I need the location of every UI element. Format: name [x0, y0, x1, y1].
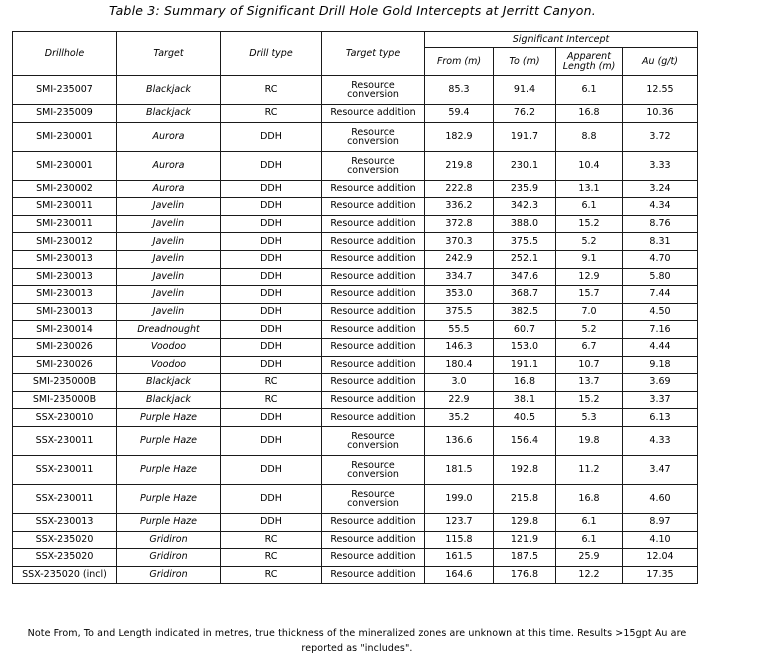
- to-cell: 38.1: [494, 391, 556, 409]
- drill-type-cell: RC: [221, 531, 322, 549]
- drillhole-cell: SSX-230010: [13, 409, 117, 427]
- length-cell: 6.1: [556, 513, 623, 531]
- drillhole-cell: SMI-230013: [13, 303, 117, 321]
- target-cell: Purple Haze: [117, 513, 221, 531]
- drillhole-cell: SSX-230013: [13, 513, 117, 531]
- drillhole-cell: SSX-235020: [13, 549, 117, 567]
- au-cell: 3.47: [623, 455, 698, 484]
- header-significant-intercept: Significant Intercept: [425, 32, 698, 48]
- to-cell: 176.8: [494, 566, 556, 584]
- table-row: [13, 105, 698, 123]
- target-type-cell: Resource addition: [322, 321, 425, 339]
- drill-type-cell: RC: [221, 566, 322, 584]
- target-type-cell: Resource addition: [322, 105, 425, 123]
- from-cell: 55.5: [425, 321, 494, 339]
- length-cell: 15.2: [556, 215, 623, 233]
- length-cell: 9.1: [556, 250, 623, 268]
- target-cell: Purple Haze: [117, 409, 221, 427]
- length-cell: 5.2: [556, 233, 623, 251]
- header-au: Au (g/t): [623, 48, 698, 76]
- table-row: [13, 374, 698, 392]
- to-cell: 230.1: [494, 151, 556, 180]
- length-cell: 10.7: [556, 356, 623, 374]
- target-cell: Aurora: [117, 151, 221, 180]
- length-cell: 10.4: [556, 151, 623, 180]
- drillhole-cell: SSX-230011: [13, 455, 117, 484]
- target-type-cell: Resource addition: [322, 268, 425, 286]
- target-cell: Aurora: [117, 180, 221, 198]
- table-row: [13, 198, 698, 216]
- target-type-cell: Resource conversion: [322, 122, 425, 151]
- au-cell: 3.69: [623, 374, 698, 392]
- to-cell: 60.7: [494, 321, 556, 339]
- to-cell: 153.0: [494, 338, 556, 356]
- table-row: [13, 455, 698, 484]
- from-cell: 370.3: [425, 233, 494, 251]
- drill-type-cell: RC: [221, 76, 322, 105]
- drill-type-cell: DDH: [221, 321, 322, 339]
- table-row: [13, 391, 698, 409]
- target-type-cell: Resource addition: [322, 338, 425, 356]
- length-cell: 25.9: [556, 549, 623, 567]
- au-cell: 8.31: [623, 233, 698, 251]
- drillhole-cell: SMI-235007: [13, 76, 117, 105]
- target-cell: Javelin: [117, 303, 221, 321]
- to-cell: 76.2: [494, 105, 556, 123]
- drill-type-cell: DDH: [221, 122, 322, 151]
- from-cell: 372.8: [425, 215, 494, 233]
- length-cell: 6.1: [556, 531, 623, 549]
- from-cell: 115.8: [425, 531, 494, 549]
- drillhole-cell: SMI-235000B: [13, 374, 117, 392]
- table-row: [13, 268, 698, 286]
- from-cell: 136.6: [425, 426, 494, 455]
- drill-type-cell: DDH: [221, 409, 322, 427]
- length-cell: 16.8: [556, 105, 623, 123]
- drill-type-cell: RC: [221, 391, 322, 409]
- drill-type-cell: RC: [221, 549, 322, 567]
- to-cell: 215.8: [494, 484, 556, 513]
- au-cell: 7.16: [623, 321, 698, 339]
- length-cell: 6.7: [556, 338, 623, 356]
- to-cell: 388.0: [494, 215, 556, 233]
- from-cell: 242.9: [425, 250, 494, 268]
- table-row: [13, 122, 698, 151]
- to-cell: 121.9: [494, 531, 556, 549]
- target-cell: Blackjack: [117, 391, 221, 409]
- target-type-cell: Resource addition: [322, 356, 425, 374]
- table-row: [13, 549, 698, 567]
- target-type-cell: Resource addition: [322, 531, 425, 549]
- to-cell: 191.1: [494, 356, 556, 374]
- target-cell: Blackjack: [117, 76, 221, 105]
- drill-type-cell: DDH: [221, 180, 322, 198]
- target-cell: Javelin: [117, 215, 221, 233]
- length-cell: 15.7: [556, 286, 623, 304]
- to-cell: 40.5: [494, 409, 556, 427]
- to-cell: 252.1: [494, 250, 556, 268]
- length-cell: 13.1: [556, 180, 623, 198]
- table-row: [13, 321, 698, 339]
- target-type-cell: Resource addition: [322, 286, 425, 304]
- target-cell: Dreadnought: [117, 321, 221, 339]
- header-drill-type: Drill type: [221, 32, 322, 76]
- header-to: To (m): [494, 48, 556, 76]
- from-cell: 146.3: [425, 338, 494, 356]
- target-type-cell: Resource conversion: [322, 426, 425, 455]
- drillhole-cell: SMI-230011: [13, 198, 117, 216]
- table-row: [13, 409, 698, 427]
- drill-type-cell: RC: [221, 105, 322, 123]
- drillhole-cell: SMI-230013: [13, 286, 117, 304]
- drill-intercepts-table: [12, 31, 698, 584]
- au-cell: 10.36: [623, 105, 698, 123]
- drill-type-cell: DDH: [221, 198, 322, 216]
- target-cell: Gridiron: [117, 531, 221, 549]
- length-cell: 19.8: [556, 426, 623, 455]
- drill-type-cell: DDH: [221, 250, 322, 268]
- drill-type-cell: DDH: [221, 338, 322, 356]
- target-cell: Purple Haze: [117, 484, 221, 513]
- drillhole-cell: SMI-235000B: [13, 391, 117, 409]
- target-type-cell: Resource addition: [322, 303, 425, 321]
- from-cell: 123.7: [425, 513, 494, 531]
- au-cell: 4.70: [623, 250, 698, 268]
- drill-type-cell: DDH: [221, 356, 322, 374]
- drill-type-cell: DDH: [221, 455, 322, 484]
- length-cell: 5.2: [556, 321, 623, 339]
- target-type-cell: Resource addition: [322, 549, 425, 567]
- to-cell: 191.7: [494, 122, 556, 151]
- target-type-cell: Resource addition: [322, 250, 425, 268]
- table-row: [13, 180, 698, 198]
- table-row: [13, 215, 698, 233]
- drill-type-cell: DDH: [221, 303, 322, 321]
- au-cell: 3.37: [623, 391, 698, 409]
- length-cell: 8.8: [556, 122, 623, 151]
- target-type-cell: Resource addition: [322, 198, 425, 216]
- table-row: [13, 338, 698, 356]
- drillhole-cell: SMI-230013: [13, 268, 117, 286]
- target-type-cell: Resource addition: [322, 233, 425, 251]
- table-row: [13, 303, 698, 321]
- target-cell: Voodoo: [117, 338, 221, 356]
- target-cell: Blackjack: [117, 374, 221, 392]
- target-cell: Gridiron: [117, 566, 221, 584]
- drillhole-cell: SMI-230026: [13, 338, 117, 356]
- au-cell: 17.35: [623, 566, 698, 584]
- from-cell: 181.5: [425, 455, 494, 484]
- drillhole-cell: SMI-230001: [13, 122, 117, 151]
- to-cell: 187.5: [494, 549, 556, 567]
- length-cell: 12.9: [556, 268, 623, 286]
- table-row: [13, 233, 698, 251]
- table-row: [13, 531, 698, 549]
- target-cell: Voodoo: [117, 356, 221, 374]
- target-type-cell: Resource addition: [322, 374, 425, 392]
- from-cell: 164.6: [425, 566, 494, 584]
- target-type-cell: Resource addition: [322, 409, 425, 427]
- drill-type-cell: DDH: [221, 426, 322, 455]
- target-type-cell: Resource conversion: [322, 76, 425, 105]
- drillhole-cell: SMI-230026: [13, 356, 117, 374]
- target-type-cell: Resource addition: [322, 513, 425, 531]
- length-cell: 5.3: [556, 409, 623, 427]
- table-row: [13, 426, 698, 455]
- from-cell: 182.9: [425, 122, 494, 151]
- au-cell: 3.24: [623, 180, 698, 198]
- drill-type-cell: DDH: [221, 151, 322, 180]
- to-cell: 368.7: [494, 286, 556, 304]
- from-cell: 59.4: [425, 105, 494, 123]
- target-cell: Purple Haze: [117, 426, 221, 455]
- drillhole-cell: SMI-230002: [13, 180, 117, 198]
- drillhole-cell: SMI-230001: [13, 151, 117, 180]
- to-cell: 91.4: [494, 76, 556, 105]
- table-body: [13, 76, 698, 584]
- au-cell: 4.50: [623, 303, 698, 321]
- length-cell: 15.2: [556, 391, 623, 409]
- target-cell: Aurora: [117, 122, 221, 151]
- from-cell: 222.8: [425, 180, 494, 198]
- from-cell: 199.0: [425, 484, 494, 513]
- au-cell: 9.18: [623, 356, 698, 374]
- length-cell: 16.8: [556, 484, 623, 513]
- length-cell: 6.1: [556, 198, 623, 216]
- drillhole-cell: SSX-235020 (incl): [13, 566, 117, 584]
- to-cell: 235.9: [494, 180, 556, 198]
- drillhole-cell: SSX-230011: [13, 484, 117, 513]
- target-type-cell: Resource addition: [322, 391, 425, 409]
- header-apparent-length: Apparent Length (m): [556, 48, 623, 76]
- to-cell: 129.8: [494, 513, 556, 531]
- au-cell: 4.10: [623, 531, 698, 549]
- length-cell: 13.7: [556, 374, 623, 392]
- target-cell: Javelin: [117, 250, 221, 268]
- length-cell: 6.1: [556, 76, 623, 105]
- table-row: [13, 566, 698, 584]
- header-drillhole: Drillhole: [13, 32, 117, 76]
- from-cell: 375.5: [425, 303, 494, 321]
- table-row: [13, 151, 698, 180]
- drill-type-cell: DDH: [221, 268, 322, 286]
- from-cell: 35.2: [425, 409, 494, 427]
- table-row: [13, 484, 698, 513]
- from-cell: 22.9: [425, 391, 494, 409]
- table-title: Table 3: Summary of Significant Drill Hole Gold Intercepts at Jerritt Canyon.: [109, 3, 596, 18]
- table-row: [13, 513, 698, 531]
- target-type-cell: Resource conversion: [322, 455, 425, 484]
- au-cell: 3.72: [623, 122, 698, 151]
- au-cell: 4.33: [623, 426, 698, 455]
- drillhole-cell: SMI-230014: [13, 321, 117, 339]
- from-cell: 85.3: [425, 76, 494, 105]
- target-type-cell: Resource conversion: [322, 151, 425, 180]
- drillhole-cell: SMI-230011: [13, 215, 117, 233]
- to-cell: 192.8: [494, 455, 556, 484]
- header-target: Target: [117, 32, 221, 76]
- table-row: [13, 356, 698, 374]
- from-cell: 180.4: [425, 356, 494, 374]
- drill-type-cell: DDH: [221, 286, 322, 304]
- target-cell: Javelin: [117, 233, 221, 251]
- table-row: [13, 286, 698, 304]
- target-cell: Gridiron: [117, 549, 221, 567]
- length-cell: 12.2: [556, 566, 623, 584]
- from-cell: 219.8: [425, 151, 494, 180]
- au-cell: 4.34: [623, 198, 698, 216]
- drill-type-cell: DDH: [221, 484, 322, 513]
- au-cell: 7.44: [623, 286, 698, 304]
- drill-type-cell: DDH: [221, 513, 322, 531]
- target-type-cell: Resource conversion: [322, 484, 425, 513]
- au-cell: 8.76: [623, 215, 698, 233]
- au-cell: 12.55: [623, 76, 698, 105]
- to-cell: 156.4: [494, 426, 556, 455]
- to-cell: 382.5: [494, 303, 556, 321]
- au-cell: 8.97: [623, 513, 698, 531]
- to-cell: 375.5: [494, 233, 556, 251]
- target-type-cell: Resource addition: [322, 566, 425, 584]
- footnote: Note From, To and Length indicated in metres, true thickness of the mineralized zones are unknown at this time. Results >15gpt Au are reported as "includes".: [27, 628, 687, 654]
- to-cell: 16.8: [494, 374, 556, 392]
- table-row: [13, 76, 698, 105]
- target-type-cell: Resource addition: [322, 215, 425, 233]
- header-from: From (m): [425, 48, 494, 76]
- table-row: [13, 250, 698, 268]
- from-cell: 336.2: [425, 198, 494, 216]
- drillhole-cell: SSX-235020: [13, 531, 117, 549]
- from-cell: 161.5: [425, 549, 494, 567]
- au-cell: 3.33: [623, 151, 698, 180]
- from-cell: 353.0: [425, 286, 494, 304]
- from-cell: 334.7: [425, 268, 494, 286]
- to-cell: 347.6: [494, 268, 556, 286]
- au-cell: 12.04: [623, 549, 698, 567]
- target-cell: Blackjack: [117, 105, 221, 123]
- drillhole-cell: SMI-230013: [13, 250, 117, 268]
- header-target-type: Target type: [322, 32, 425, 76]
- au-cell: 4.44: [623, 338, 698, 356]
- au-cell: 6.13: [623, 409, 698, 427]
- target-cell: Javelin: [117, 268, 221, 286]
- drill-type-cell: DDH: [221, 233, 322, 251]
- target-type-cell: Resource addition: [322, 180, 425, 198]
- au-cell: 4.60: [623, 484, 698, 513]
- target-cell: Javelin: [117, 198, 221, 216]
- length-cell: 7.0: [556, 303, 623, 321]
- length-cell: 11.2: [556, 455, 623, 484]
- from-cell: 3.0: [425, 374, 494, 392]
- drillhole-cell: SMI-230012: [13, 233, 117, 251]
- au-cell: 5.80: [623, 268, 698, 286]
- drillhole-cell: SMI-235009: [13, 105, 117, 123]
- to-cell: 342.3: [494, 198, 556, 216]
- drillhole-cell: SSX-230011: [13, 426, 117, 455]
- drill-type-cell: RC: [221, 374, 322, 392]
- drill-type-cell: DDH: [221, 215, 322, 233]
- target-cell: Purple Haze: [117, 455, 221, 484]
- target-cell: Javelin: [117, 286, 221, 304]
